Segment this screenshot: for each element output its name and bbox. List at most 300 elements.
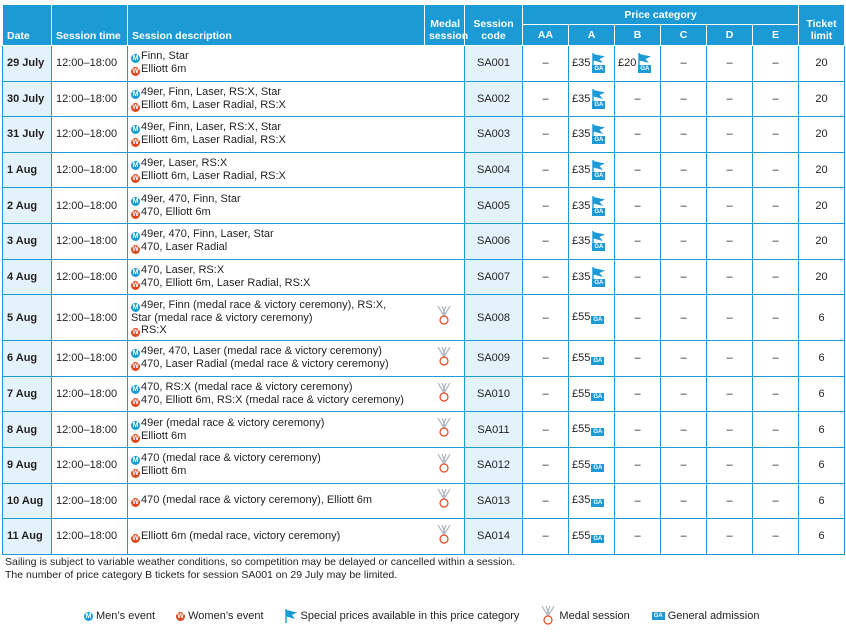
description-text: 49er, Finn, Laser, RS:X, Star	[141, 121, 282, 134]
price-d: –	[707, 152, 753, 188]
price-d: –	[707, 117, 753, 153]
mens-event-icon: M	[132, 303, 139, 311]
session-code: SA009	[465, 341, 523, 377]
header-category-aa: AA	[523, 25, 569, 46]
price-b: –	[615, 295, 661, 341]
legend-ga-label: General admission	[667, 610, 760, 622]
ga-badge: GA	[593, 464, 603, 471]
mens-event-icon: M	[85, 612, 92, 620]
price-d: –	[707, 46, 753, 82]
price-value: £55	[572, 311, 591, 324]
header-category-d: D	[707, 25, 753, 46]
medal-cell	[425, 117, 465, 153]
session-code: SA004	[465, 152, 523, 188]
price-c: –	[661, 295, 707, 341]
medal-icon	[540, 606, 556, 626]
price-a	[569, 117, 615, 153]
medal-icon	[436, 306, 452, 326]
medal-cell	[425, 81, 465, 117]
ga-badge: GA	[593, 393, 603, 400]
header-session-description: Session description	[128, 5, 425, 46]
womens-event-icon: W	[132, 399, 139, 407]
footnote-category-b: The number of price category B tickets for session SA001 on 29 July may be limited.	[5, 569, 398, 581]
description-text: Finn, Star	[141, 50, 189, 63]
ticket-limit: 20	[799, 117, 845, 153]
price-b: –	[615, 81, 661, 117]
description-text: 470 (medal race & victory ceremony), Elliott 6m	[141, 494, 373, 507]
price-d: –	[707, 295, 753, 341]
description-line	[131, 157, 421, 170]
description-text: 470, Elliott 6m, RS:X (medal race & victory ceremony)	[141, 394, 404, 407]
session-time: 12:00–18:00	[52, 81, 128, 117]
womens-event-icon: W	[132, 139, 139, 147]
session-description	[128, 46, 425, 82]
legend-mens-label: Men’s event	[96, 610, 156, 622]
session-time: 12:00–18:00	[52, 152, 128, 188]
session-date: 8 Aug	[3, 412, 52, 448]
table-row	[3, 188, 845, 224]
mens-event-icon: M	[132, 233, 139, 241]
session-code: SA014	[465, 519, 523, 555]
description-text: 470, Laser Radial	[141, 241, 228, 254]
session-description	[128, 259, 425, 295]
session-time: 12:00–18:00	[52, 188, 128, 224]
special-price-marker	[591, 196, 607, 216]
medal-icon	[436, 418, 452, 438]
special-price-marker	[637, 53, 653, 73]
description-text: 49er, Finn (medal race & victory ceremony), RS:X,	[141, 298, 387, 311]
price-e: –	[753, 447, 799, 483]
price-b: –	[615, 483, 661, 519]
description-line	[131, 86, 421, 99]
session-time: 12:00–18:00	[52, 341, 128, 377]
price-a	[569, 152, 615, 188]
ticket-limit: 20	[799, 152, 845, 188]
table-row	[3, 152, 845, 188]
medal-cell	[425, 341, 465, 377]
price-e: –	[753, 188, 799, 224]
price-d: –	[707, 519, 753, 555]
price-b	[615, 46, 661, 82]
price-a	[569, 412, 615, 448]
womens-event-icon: W	[132, 281, 139, 289]
ga-badge: GA	[593, 535, 603, 542]
session-time: 12:00–18:00	[52, 412, 128, 448]
medal-cell	[425, 152, 465, 188]
medal-icon	[436, 454, 452, 474]
mens-event-icon: M	[132, 421, 139, 429]
price-value: £35	[572, 128, 591, 141]
session-time: 12:00–18:00	[52, 519, 128, 555]
table-row	[3, 223, 845, 259]
session-time: 12:00–18:00	[52, 483, 128, 519]
medal-cell	[425, 483, 465, 519]
ga-badge: GA	[594, 173, 604, 180]
legend	[84, 606, 780, 626]
description-text: Elliott 6m	[141, 63, 187, 76]
legend-special-label: Special prices available in this price category	[300, 610, 520, 622]
medal-cell	[425, 223, 465, 259]
price-c: –	[661, 376, 707, 412]
table-row	[3, 519, 845, 555]
mens-event-icon: M	[132, 350, 139, 358]
special-price-marker	[591, 53, 607, 73]
session-description	[128, 295, 425, 341]
session-date: 11 Aug	[3, 519, 52, 555]
price-aa: –	[523, 412, 569, 448]
medal-cell	[425, 188, 465, 224]
footnotes	[5, 556, 515, 582]
price-b: –	[615, 376, 661, 412]
description-text: Elliott 6m, Laser Radial, RS:X	[141, 170, 286, 183]
session-code: SA005	[465, 188, 523, 224]
description-text: Star (medal race & victory ceremony)	[131, 311, 313, 324]
womens-event-icon: W	[132, 328, 139, 336]
description-line	[131, 299, 421, 312]
description-line	[131, 417, 421, 430]
description-line	[131, 530, 421, 543]
price-c: –	[661, 223, 707, 259]
medal-cell	[425, 295, 465, 341]
medal-icon	[436, 383, 452, 403]
table-row	[3, 341, 845, 377]
price-aa: –	[523, 223, 569, 259]
price-b: –	[615, 259, 661, 295]
description-line	[131, 430, 421, 443]
header-category-e: E	[753, 25, 799, 46]
ticket-limit: 20	[799, 46, 845, 82]
session-time: 12:00–18:00	[52, 223, 128, 259]
ga-badge: GA	[594, 244, 604, 251]
price-e: –	[753, 117, 799, 153]
womens-event-icon: W	[132, 363, 139, 371]
ga-badge: GA	[593, 317, 603, 324]
medal-icon	[436, 347, 452, 367]
table-row	[3, 46, 845, 82]
header-date: Date	[3, 5, 52, 46]
price-a	[569, 188, 615, 224]
womens-event-icon: W	[132, 175, 139, 183]
description-text: 470, Elliott 6m	[141, 205, 211, 218]
price-aa: –	[523, 376, 569, 412]
price-e: –	[753, 223, 799, 259]
womens-event-icon: W	[177, 612, 184, 620]
price-value: £55	[572, 458, 591, 471]
session-schedule-table	[2, 4, 845, 555]
session-code: SA012	[465, 447, 523, 483]
description-text: 49er, Laser, RS:X	[141, 157, 228, 170]
price-aa: –	[523, 483, 569, 519]
session-description	[128, 81, 425, 117]
session-date: 7 Aug	[3, 376, 52, 412]
price-e: –	[753, 46, 799, 82]
description-text: Elliott 6m (medal race, victory ceremony)	[141, 529, 341, 542]
price-b: –	[615, 223, 661, 259]
medal-icon	[436, 525, 452, 545]
price-value: £55	[572, 529, 591, 542]
ga-badge: GA	[640, 66, 650, 73]
price-value: £35	[572, 270, 591, 283]
description-line	[131, 381, 421, 394]
ticket-limit: 6	[799, 519, 845, 555]
session-date: 5 Aug	[3, 295, 52, 341]
ticket-limit: 6	[799, 447, 845, 483]
description-line	[131, 193, 421, 206]
price-a	[569, 376, 615, 412]
price-e: –	[753, 412, 799, 448]
ga-badge: GA	[593, 500, 603, 507]
session-description	[128, 519, 425, 555]
description-line	[131, 99, 421, 112]
description-line	[131, 206, 421, 219]
description-text: RS:X	[141, 323, 167, 336]
session-code: SA006	[465, 223, 523, 259]
session-time: 12:00–18:00	[52, 259, 128, 295]
special-price-marker	[591, 231, 607, 251]
session-date: 10 Aug	[3, 483, 52, 519]
price-c: –	[661, 412, 707, 448]
price-a	[569, 447, 615, 483]
header-ticket-limit: Ticket limit	[799, 5, 845, 46]
description-text: Elliott 6m, Laser Radial, RS:X	[141, 134, 286, 147]
description-text: 470 (medal race & victory ceremony)	[141, 452, 321, 465]
price-b: –	[615, 341, 661, 377]
description-text: 49er, 470, Finn, Star	[141, 192, 241, 205]
description-line	[131, 134, 421, 147]
session-description	[128, 447, 425, 483]
price-d: –	[707, 376, 753, 412]
price-aa: –	[523, 188, 569, 224]
price-b: –	[615, 447, 661, 483]
price-e: –	[753, 81, 799, 117]
price-value: £35	[572, 57, 591, 70]
medal-cell	[425, 376, 465, 412]
session-code: SA011	[465, 412, 523, 448]
ga-badge: GA	[594, 279, 604, 286]
session-code: SA003	[465, 117, 523, 153]
description-line	[131, 121, 421, 134]
womens-event-icon: W	[132, 434, 139, 442]
price-a	[569, 483, 615, 519]
price-aa: –	[523, 519, 569, 555]
mens-event-icon: M	[132, 268, 139, 276]
price-a	[569, 223, 615, 259]
ga-badge-icon: GA	[653, 613, 663, 619]
ga-badge: GA	[593, 357, 603, 364]
legend-medal	[540, 606, 632, 626]
description-text: Elliott 6m	[141, 429, 187, 442]
price-c: –	[661, 152, 707, 188]
mens-event-icon: M	[132, 197, 139, 205]
footnote-weather: Sailing is subject to variable weather conditions, so competition may be delayed or cancelled within a session.	[5, 556, 516, 568]
price-value: £35	[572, 163, 591, 176]
session-description	[128, 188, 425, 224]
price-c: –	[661, 188, 707, 224]
price-c: –	[661, 483, 707, 519]
ticket-limit: 20	[799, 259, 845, 295]
description-line	[131, 264, 421, 277]
price-e: –	[753, 341, 799, 377]
session-time: 12:00–18:00	[52, 117, 128, 153]
ga-badge: GA	[594, 101, 604, 108]
description-line	[131, 494, 421, 507]
description-text: 49er, 470, Laser (medal race & victory ceremony)	[141, 345, 382, 358]
ticket-limit: 6	[799, 412, 845, 448]
session-date: 29 July	[3, 46, 52, 82]
session-code: SA001	[465, 46, 523, 82]
session-description	[128, 223, 425, 259]
special-price-marker	[591, 160, 607, 180]
price-aa: –	[523, 152, 569, 188]
description-text: Elliott 6m	[141, 465, 187, 478]
medal-cell	[425, 46, 465, 82]
price-d: –	[707, 447, 753, 483]
ticket-limit: 6	[799, 376, 845, 412]
legend-ga	[651, 610, 763, 622]
description-line	[131, 452, 421, 465]
price-b: –	[615, 188, 661, 224]
session-description	[128, 483, 425, 519]
legend-medal-label: Medal session	[559, 610, 630, 622]
session-description	[128, 376, 425, 412]
mens-event-icon: M	[132, 457, 139, 465]
price-aa: –	[523, 259, 569, 295]
description-line	[131, 50, 421, 63]
price-c: –	[661, 259, 707, 295]
table-row	[3, 295, 845, 341]
session-date: 30 July	[3, 81, 52, 117]
description-line	[131, 277, 421, 290]
price-c: –	[661, 81, 707, 117]
medal-cell	[425, 519, 465, 555]
special-price-marker	[591, 124, 607, 144]
description-line	[131, 358, 421, 371]
session-time: 12:00–18:00	[52, 46, 128, 82]
price-value: £20	[618, 57, 637, 70]
session-code: SA002	[465, 81, 523, 117]
price-a	[569, 259, 615, 295]
price-value: £35	[572, 199, 591, 212]
session-time: 12:00–18:00	[52, 376, 128, 412]
price-value: £35	[572, 92, 591, 105]
description-text: 470, Elliott 6m, Laser Radial, RS:X	[141, 276, 311, 289]
price-e: –	[753, 376, 799, 412]
header-category-c: C	[661, 25, 707, 46]
table-row	[3, 259, 845, 295]
ga-badge: GA	[594, 137, 604, 144]
session-date: 1 Aug	[3, 152, 52, 188]
header-category-b: B	[615, 25, 661, 46]
price-e: –	[753, 295, 799, 341]
table-row	[3, 483, 845, 519]
price-d: –	[707, 188, 753, 224]
price-c: –	[661, 341, 707, 377]
medal-cell	[425, 259, 465, 295]
womens-event-icon: W	[132, 68, 139, 76]
table-row	[3, 412, 845, 448]
table-row	[3, 81, 845, 117]
description-text: 49er (medal race & victory ceremony)	[141, 416, 325, 429]
ga-badge: GA	[593, 429, 603, 436]
womens-event-icon: W	[132, 499, 139, 507]
price-aa: –	[523, 117, 569, 153]
price-b: –	[615, 152, 661, 188]
price-c: –	[661, 519, 707, 555]
mens-event-icon: M	[132, 162, 139, 170]
session-code: SA007	[465, 259, 523, 295]
session-code: SA013	[465, 483, 523, 519]
price-b: –	[615, 117, 661, 153]
legend-womens	[176, 610, 266, 622]
price-aa: –	[523, 447, 569, 483]
table-row	[3, 376, 845, 412]
description-text: 470, Laser, RS:X	[141, 263, 225, 276]
session-description	[128, 152, 425, 188]
price-value: £55	[572, 387, 591, 400]
special-price-marker	[591, 89, 607, 109]
header-category-a: A	[569, 25, 615, 46]
price-d: –	[707, 412, 753, 448]
description-line	[131, 63, 421, 76]
session-code: SA008	[465, 295, 523, 341]
session-date: 4 Aug	[3, 259, 52, 295]
womens-event-icon: W	[132, 470, 139, 478]
session-code: SA010	[465, 376, 523, 412]
womens-event-icon: W	[132, 534, 139, 542]
price-e: –	[753, 519, 799, 555]
price-value: £55	[572, 423, 591, 436]
ticket-limit: 6	[799, 341, 845, 377]
ga-badge: GA	[594, 66, 604, 73]
session-description	[128, 412, 425, 448]
description-line	[131, 228, 421, 241]
session-date: 2 Aug	[3, 188, 52, 224]
price-value: £55	[572, 351, 591, 364]
price-aa: –	[523, 295, 569, 341]
header-price-category: Price category	[523, 5, 799, 25]
price-e: –	[753, 483, 799, 519]
description-text: 470, Laser Radial (medal race & victory ceremony)	[141, 358, 389, 371]
price-a	[569, 295, 615, 341]
description-line	[131, 345, 421, 358]
price-e: –	[753, 259, 799, 295]
medal-cell	[425, 412, 465, 448]
price-d: –	[707, 341, 753, 377]
mens-event-icon: M	[132, 55, 139, 63]
session-date: 31 July	[3, 117, 52, 153]
price-value: £35	[572, 235, 591, 248]
description-text: Elliott 6m, Laser Radial, RS:X	[141, 98, 286, 111]
table-row	[3, 447, 845, 483]
price-b: –	[615, 519, 661, 555]
session-date: 3 Aug	[3, 223, 52, 259]
price-a	[569, 519, 615, 555]
ticket-limit: 20	[799, 188, 845, 224]
description-text: 470, RS:X (medal race & victory ceremony)	[141, 381, 353, 394]
mens-event-icon: M	[132, 386, 139, 394]
legend-special	[285, 609, 523, 623]
price-aa: –	[523, 81, 569, 117]
price-d: –	[707, 81, 753, 117]
description-line	[131, 324, 421, 337]
medal-cell	[425, 447, 465, 483]
session-description	[128, 117, 425, 153]
price-aa: –	[523, 46, 569, 82]
price-a	[569, 81, 615, 117]
price-d: –	[707, 483, 753, 519]
session-date: 6 Aug	[3, 341, 52, 377]
ticket-limit: 20	[799, 81, 845, 117]
